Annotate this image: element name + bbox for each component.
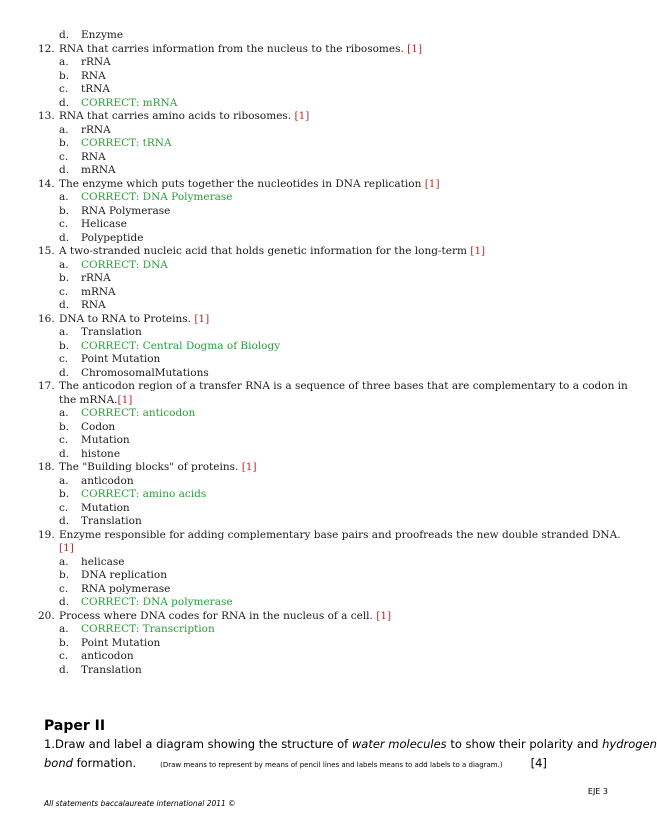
option-text: rRNA [81, 56, 111, 68]
option-text: RNA [81, 69, 106, 82]
correct-answer: CORRECT: anticodon [81, 407, 196, 419]
question-text [59, 461, 257, 475]
page-code: EJE 3 [587, 787, 608, 796]
option-text: Point Mutation [81, 636, 161, 649]
option-letter: a. [59, 56, 69, 68]
question-text [59, 245, 485, 259]
option-letter: b. [59, 204, 70, 217]
question-15 [38, 245, 598, 259]
option-letter: c. [59, 83, 69, 95]
q-text-3: formation. [72, 756, 137, 770]
answer-option [38, 286, 598, 300]
option-text: RNA polymerase [81, 582, 171, 595]
option-letter: a. [59, 191, 69, 203]
option-letter: c. [59, 218, 69, 230]
answer-option [38, 218, 598, 232]
question-number: 14. [38, 177, 55, 190]
correct-answer: CORRECT: Transcription [81, 623, 215, 635]
answer-option [38, 137, 598, 151]
paper2-question-line2 [44, 754, 624, 775]
option-letter: a. [59, 407, 69, 419]
correct-answer: CORRECT: DNA Polymerase [81, 191, 233, 203]
paper2-section [44, 717, 657, 775]
intro-option [38, 29, 598, 43]
question-stem: Enzyme responsible for adding complementary base pairs and proofreads the new double stranded DNA. [59, 528, 621, 541]
question-stem: RNA that carries amino acids to ribosomes. [59, 110, 292, 122]
footer-copyright: All statements baccalaureate international 2011 © [44, 799, 236, 808]
option-text: Mutation [81, 434, 130, 446]
option-letter: b. [59, 339, 70, 352]
question-number: 18. [38, 461, 55, 473]
option-letter: b. [59, 569, 70, 581]
option-letter: d. [59, 96, 70, 109]
answer-option [38, 596, 598, 610]
answer-option [38, 650, 598, 664]
option-text: DNA replication [81, 569, 167, 581]
answer-option [38, 232, 598, 246]
option-text: Codon [81, 420, 116, 433]
mark-badge: [1] [376, 609, 392, 622]
option-text: helicase [81, 555, 125, 568]
option-text: rRNA [81, 123, 111, 136]
q-text-2: to show their polarity and [446, 737, 603, 751]
option-text: mRNA [81, 285, 116, 298]
question-continuation [38, 542, 598, 556]
option-text: Translation [81, 515, 142, 527]
question-stem: A two-stranded nucleic acid that holds genetic information for the long-term [59, 245, 467, 257]
answer-option [38, 124, 598, 138]
answer-option [38, 97, 598, 111]
paper2-note: (Draw means to represent by means of pencil lines and labels means to add labels to a diagram.) [160, 761, 503, 769]
correct-answer: CORRECT: tRNA [81, 137, 172, 149]
mark-badge: [1] [59, 542, 74, 554]
answer-option [38, 191, 598, 205]
question-text [59, 43, 422, 57]
option-letter: c. [59, 353, 69, 365]
question-text [59, 380, 628, 394]
question-text [59, 313, 209, 327]
option-letter: c. [59, 650, 69, 662]
question-number: 13. [38, 110, 55, 122]
option-letter: b. [59, 69, 70, 82]
option-letter: c. [59, 150, 69, 163]
option-text: rRNA [81, 272, 111, 284]
answer-option [38, 70, 598, 84]
answer-option [38, 637, 598, 651]
answer-option [38, 502, 598, 516]
question-17 [38, 380, 628, 394]
option-text: histone [81, 447, 121, 460]
answer-option [38, 259, 598, 273]
option-letter: a. [59, 326, 69, 338]
option-letter: d. [59, 164, 70, 176]
option-text: anticodon [81, 650, 134, 662]
option-letter: d. [59, 515, 70, 527]
option-text: Translation [81, 326, 142, 338]
q-italic-1: water molecules [351, 737, 447, 751]
answer-option [38, 434, 598, 448]
question-16 [38, 313, 598, 327]
option-letter: c. [59, 434, 69, 446]
question-stem: Process where DNA codes for RNA in the nucleus of a cell. [59, 609, 373, 622]
option-text: Polypeptide [81, 231, 144, 244]
option-text: Helicase [81, 218, 127, 230]
answer-option [38, 515, 598, 529]
q-italic-3: bond [44, 756, 73, 770]
question-18 [38, 461, 598, 475]
paper2-question-line1 [44, 735, 657, 754]
option-text: Mutation [81, 501, 130, 514]
correct-answer: CORRECT: amino acids [81, 488, 207, 500]
option-letter: b. [59, 488, 70, 500]
option-text: mRNA [81, 164, 116, 176]
mark-badge: [1] [407, 42, 423, 55]
correct-answer: CORRECT: Central Dogma of Biology [81, 339, 281, 352]
answer-option [38, 340, 598, 354]
paper2-title: Paper II [44, 718, 106, 734]
question-text [59, 610, 391, 624]
answer-option [38, 353, 598, 367]
option-text: RNA [81, 299, 106, 311]
answer-option [38, 421, 598, 435]
answer-option [38, 488, 598, 502]
answer-option [38, 407, 598, 421]
option-text: ChromosomalMutations [81, 366, 209, 379]
mark-badge: [1] [241, 461, 257, 473]
question-stem: The "Building blocks" of proteins. [59, 461, 239, 473]
question-text [59, 178, 440, 192]
option-text: Translation [81, 663, 142, 676]
option-text: RNA Polymerase [81, 204, 171, 217]
correct-answer: CORRECT: DNA polymerase [81, 596, 233, 608]
option-letter: b. [59, 272, 70, 284]
answer-option [38, 151, 598, 165]
mark-badge: [1] [424, 177, 440, 190]
answer-option [38, 272, 598, 286]
answer-option [38, 205, 598, 219]
paper2-marks: [4] [530, 756, 547, 770]
question-stem: RNA that carries information from the nucleus to the ribosomes. [59, 42, 404, 55]
question-20 [38, 610, 598, 624]
option-letter: c. [59, 285, 69, 298]
option-letter: d. [59, 299, 70, 311]
question-stem: The enzyme which puts together the nucleotides in DNA replication [59, 177, 422, 190]
question-number: 17. [38, 380, 55, 392]
mark-badge: [1] [117, 393, 133, 406]
option-letter: d. [59, 231, 70, 244]
question-text [59, 529, 621, 543]
question-stem-cont: the mRNA. [59, 393, 118, 406]
question-number: 20. [38, 609, 55, 622]
option-letter: b. [59, 636, 70, 649]
answer-option [38, 475, 598, 489]
correct-answer: CORRECT: mRNA [81, 96, 178, 109]
option-letter: b. [59, 137, 70, 149]
option-letter: d. [59, 596, 70, 608]
question-number: 19. [38, 528, 55, 541]
question-13 [38, 110, 598, 124]
option-letter: c. [59, 582, 69, 595]
question-text [59, 110, 309, 124]
option-letter: b. [59, 420, 70, 433]
option-text: Enzyme [81, 29, 124, 41]
question-list [38, 29, 628, 677]
option-text: anticodon [81, 474, 134, 487]
answer-option [38, 367, 598, 381]
option-letter: d. [59, 366, 70, 379]
question-12 [38, 43, 598, 57]
question-stem: The anticodon region of a transfer RNA is a sequence of three bases that are complementary to a codon in [59, 380, 628, 392]
question-number: 12. [38, 42, 55, 55]
option-letter: d. [59, 447, 70, 460]
mark-badge: [1] [470, 245, 486, 257]
correct-answer: CORRECT: DNA [81, 258, 168, 271]
answer-option [38, 583, 598, 597]
option-letter: d. [59, 663, 70, 676]
question-19 [38, 528, 621, 543]
option-letter: a. [59, 123, 69, 136]
option-letter: a. [59, 258, 69, 271]
mark-badge: [1] [294, 110, 310, 122]
answer-option [38, 56, 598, 70]
answer-option [38, 164, 598, 178]
question-number: 15. [38, 245, 55, 257]
q-text-1: 1.Draw and label a diagram showing the structure of [44, 737, 352, 751]
option-text: Point Mutation [81, 353, 161, 365]
option-letter: c. [59, 501, 69, 514]
answer-option [38, 569, 598, 583]
option-letter: a. [59, 555, 69, 568]
option-text: tRNA [81, 83, 110, 95]
option-letter: a. [59, 623, 69, 635]
answer-option [38, 326, 598, 340]
answer-option [38, 664, 598, 678]
answer-option [38, 83, 598, 97]
question-number: 16. [38, 312, 55, 325]
question-continuation [38, 394, 598, 408]
answer-option [38, 623, 598, 637]
question-stem: DNA to RNA to Proteins. [59, 312, 191, 325]
option-letter: d. [59, 29, 70, 41]
q-italic-2: hydrogen [602, 737, 657, 751]
question-14 [38, 178, 598, 192]
answer-option [38, 556, 598, 570]
option-letter: a. [59, 474, 69, 487]
mark-badge: [1] [194, 312, 210, 325]
option-text: RNA [81, 150, 106, 163]
answer-option [38, 448, 598, 462]
answer-option [38, 299, 598, 313]
